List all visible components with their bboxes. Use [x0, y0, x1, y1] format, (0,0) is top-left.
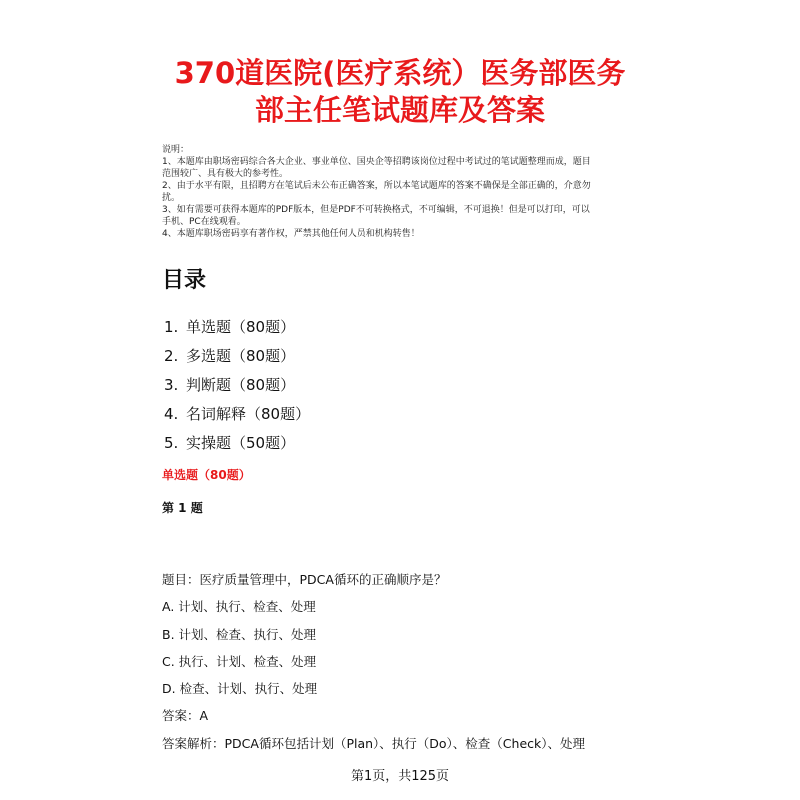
toc-item-label: 单选题（80题） — [186, 318, 296, 336]
toc-item-label: 名词解释（80题） — [186, 405, 311, 423]
question-option-c: C. 执行、计划、检查、处理 — [162, 653, 317, 669]
notes-line: 范围较广、具有极大的参考性。 — [162, 169, 289, 179]
table-of-contents — [164, 313, 310, 458]
notes-line: 扰。 — [162, 193, 181, 203]
toc-item-label: 多选题（80题） — [186, 347, 296, 365]
notes-line: 说明： — [162, 145, 190, 155]
document-title — [150, 55, 650, 129]
question-answer: 答案：A — [162, 708, 209, 724]
toc-item-practical[interactable] — [164, 429, 310, 458]
toc-heading: 目录 — [162, 268, 207, 293]
toc-item-number: 4. — [164, 405, 179, 423]
question-option-d: D. 检查、计划、执行、处理 — [162, 681, 318, 697]
toc-item-term-explanation[interactable] — [164, 400, 310, 429]
question-block — [162, 566, 662, 757]
notes-line: 1、本题库由职场密码综合各大企业、事业单位、国央企等招聘该岗位过程中考试过的笔试题整理而成，题目 — [162, 157, 591, 167]
toc-item-multiple-choice[interactable] — [164, 342, 310, 371]
toc-item-number: 2. — [164, 347, 179, 365]
notes-line: 2、由于水平有限，且招聘方在笔试后未公布正确答案，所以本笔试题库的答案不确保是全部正确的，介意勿 — [162, 181, 591, 191]
question-option-b: B. 计划、检查、执行、处理 — [162, 626, 317, 642]
toc-item-label: 实操题（50题） — [186, 434, 296, 452]
toc-item-single-choice[interactable] — [164, 313, 310, 342]
page-number-footer: 第1页，共125页 — [350, 769, 450, 784]
toc-item-number: 1. — [164, 318, 179, 336]
toc-item-number: 5. — [164, 434, 179, 452]
question-stem: 题目：医疗质量管理中，PDCA循环的正确顺序是？ — [162, 572, 447, 587]
instructions-notes — [162, 144, 658, 240]
toc-item-true-false[interactable] — [164, 371, 310, 400]
title-line-2: 部主任笔试题库及答案 — [254, 93, 545, 127]
section-heading: 单选题（80题） — [162, 468, 251, 482]
toc-item-number: 3. — [164, 376, 179, 394]
notes-line: 4、本题库职场密码享有著作权，严禁其他任何人员和机构转售！ — [162, 229, 420, 239]
toc-item-label: 判断题（80题） — [186, 376, 296, 394]
question-number-label: 第 1 题 — [162, 501, 203, 515]
notes-line: 3、如有需要可获得本题库的PDF版本，但是PDF不可转换格式，不可编辑，不可退换！但是可以打印，可以 — [162, 205, 590, 215]
question-option-a: A. 计划、执行、检查、处理 — [162, 599, 316, 615]
notes-line: 手机、PC在线观看。 — [162, 217, 246, 227]
title-line-1: 370道医院(医疗系统）医务部医务 — [174, 56, 626, 90]
question-analysis: 答案解析：PDCA循环包括计划（Plan）、执行（Do）、检查（Check）、处理 — [162, 735, 586, 751]
